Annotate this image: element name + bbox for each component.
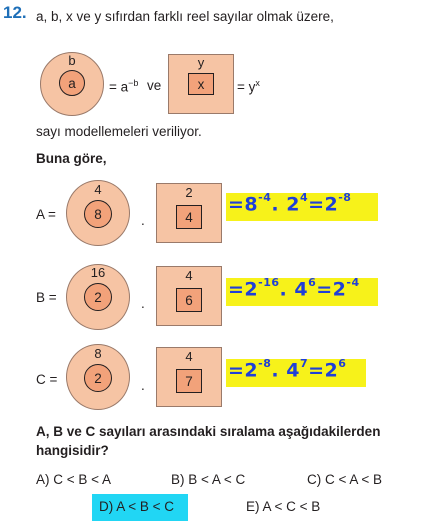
circle-model-formula: = $a^{-b}$: [109, 78, 139, 95]
row-c-label: C =: [36, 372, 58, 387]
buna-gore-text: Buna göre,: [36, 151, 107, 166]
option-a[interactable]: A) C < B < A: [36, 472, 112, 487]
intro-text: a, b, x ve y sıfırdan farklı reel sayılar olmak üzere,: [36, 9, 334, 24]
row-b-square-inner: 6: [176, 288, 202, 312]
row-c-square-inner: 7: [176, 369, 202, 393]
ve-text: ve: [147, 78, 162, 93]
option-b[interactable]: B) B < A < C: [171, 472, 246, 487]
question-text-2: hangisidir?: [36, 443, 109, 458]
row-c-circle-inner: 2: [84, 364, 112, 392]
row-b-label: B =: [36, 290, 57, 305]
row-a-dot: .: [141, 213, 145, 228]
row-b-circle-top: 16: [90, 265, 106, 280]
row-c-handwriting: $=2^{-8}$. $4^7=2^6$: [228, 357, 347, 382]
row-a-label: A =: [36, 207, 56, 222]
option-e[interactable]: E) A < C < B: [246, 499, 321, 514]
row-b-square-top: 4: [185, 268, 193, 283]
row-b-handwriting: $=2^{-16}$. $4^6=2^{-4}$: [228, 276, 360, 301]
row-c-square-top: 4: [185, 349, 193, 364]
question-text: A, B ve C sayıları arasındaki sıralama aşağıdakilerden: [36, 424, 381, 439]
row-c-circle-top: 8: [94, 346, 102, 361]
statement-text: sayı modellemeleri veriliyor.: [36, 124, 202, 139]
row-a-circle-inner: 8: [84, 200, 112, 228]
row-a-circle-top: 4: [94, 182, 102, 197]
row-a-square-inner: 4: [176, 205, 202, 229]
option-d[interactable]: D) A < B < C: [99, 499, 175, 514]
square-model-formula: = $y^x$: [237, 78, 260, 95]
square-model-inner: x: [188, 73, 214, 95]
circle-model-inner: a: [59, 70, 85, 96]
option-c[interactable]: C) C < A < B: [307, 472, 383, 487]
row-b-dot: .: [141, 296, 145, 311]
question-number: 12.: [3, 3, 27, 22]
circle-model-b: b: [68, 53, 76, 68]
row-b-circle-inner: 2: [84, 283, 112, 311]
square-model-y: y: [197, 55, 205, 70]
row-a-handwriting: $=8^{-4}$. $2^4=2^{-8}$: [228, 191, 352, 216]
row-a-square-top: 2: [185, 185, 193, 200]
row-c-dot: .: [141, 378, 145, 393]
